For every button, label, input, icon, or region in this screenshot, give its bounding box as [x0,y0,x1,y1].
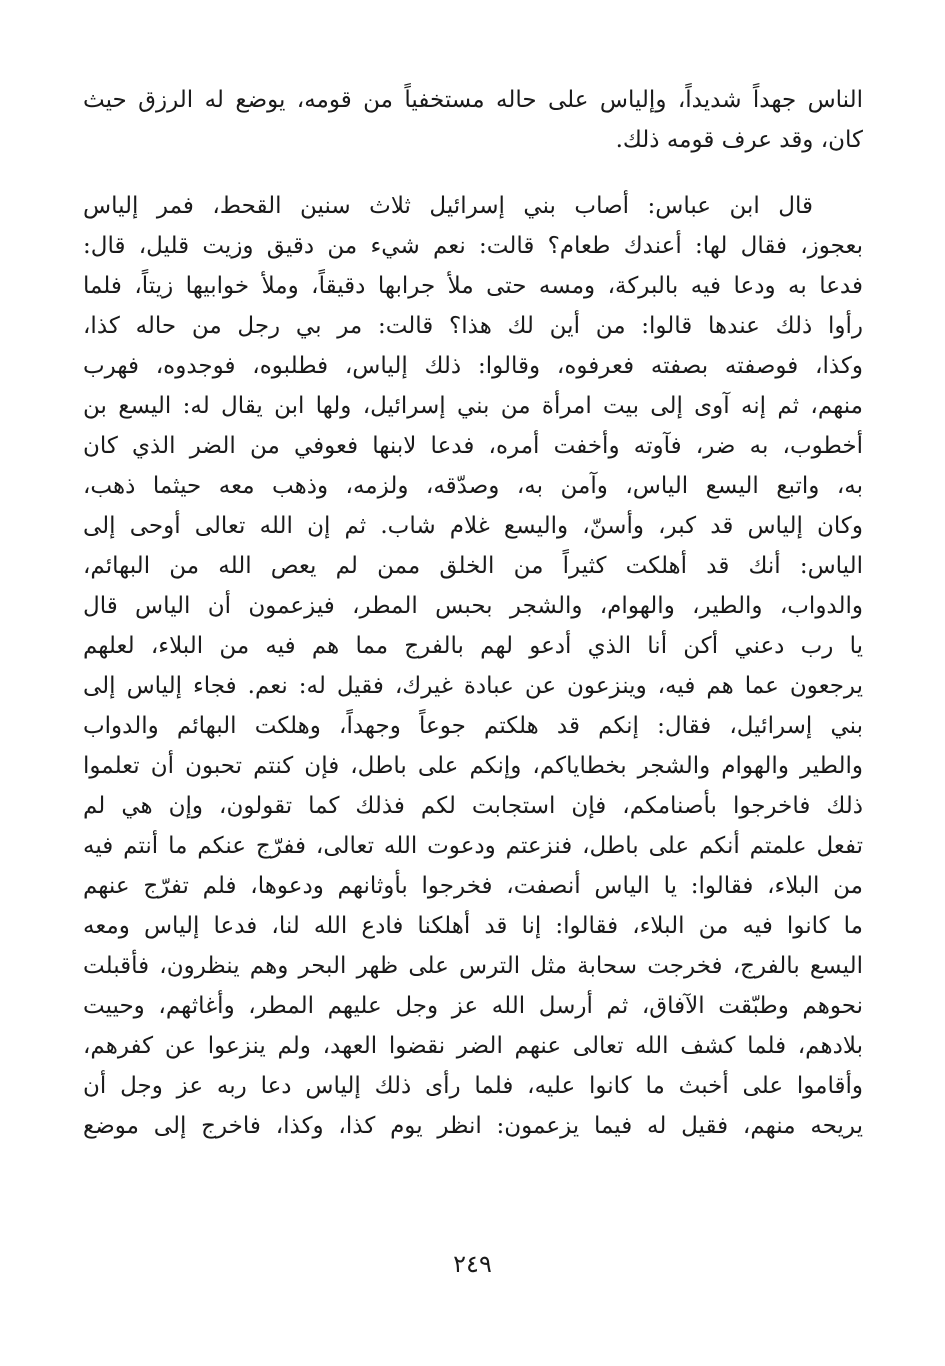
top-paragraph [83,80,863,160]
text-line: وكان إلياس قد كبر، وأسنّ، واليسع غلام شاب. ثم إن الله تعالى أوحى إلى [83,513,863,539]
text-line: الياس: أنك قد أهلكت كثيراً من الخلق ممن لم يعص الله من البهائم، [83,553,863,579]
text-line: ذلك فاخرجوا بأصنامكم، فإن استجابت لكم فذلك كما تقولون، وإن هي لم [83,793,863,819]
text-line: بعجوز، فقال لها: أعندك طعام؟ قالت: نعم شيء من دقيق وزيت قليل، قال: [83,233,863,259]
text-line: كان، وقد عرف قومه ذلك. [615,127,863,153]
text-line: قال ابن عباس: أصاب بني إسرائيل ثلاث سنين القحط، فمر إلياس [83,193,813,219]
text-line: رأوا ذلك عندها قالوا: من أين لك هذا؟ قالت: مر بي رجل من حاله كذا، [83,313,863,339]
text-line: يريحه منهم، فقيل له فيما يزعمون: انظر يوم كذا، وكذا، فاخرج إلى موضع [83,1113,863,1139]
text-line: ما كانوا فيه من البلاء، فقالوا: إنا قد أهلكنا فادع الله لنا، فدعا إلياس ومعه [83,913,863,939]
text-line: وأقاموا على أخبث ما كانوا عليه، فلما رأى ذلك إلياس دعا ربه عز وجل أن [83,1073,863,1099]
text-line: منهم، ثم إنه آوى إلى بيت امرأة من بني إسرائيل، ولها ابن يقال له: اليسع بن [83,393,863,419]
text-line: نحوهم وطبّقت الآفاق، ثم أرسل الله عز وجل عليهم المطر، وأغاثهم، وحييت [83,993,863,1019]
text-line: فدعا به ودعا فيه بالبركة، ومسه حتى ملأ جرابها دقيقاً، وملأ خوابيها زيتاً، فلما [83,273,863,299]
text-line: بلادهم، فلما كشف الله تعالى عنهم الضر نقضوا العهد، ولم ينزعوا عن كفرهم، [83,1033,863,1059]
text-line: به، واتبع اليسع الياس، وآمن به، وصدّقه، ولزمه، وذهب معه حيثما ذهب، [83,473,863,499]
text-line: يا رب دعني أكن أنا الذي أدعو لهم بالفرج مما هم فيه من البلاء، لعلهم [83,633,863,659]
text-line: أخطوب، به ضر، فآوته وأخفت أمره، فدعا لابنها فعوفي من الضر الذي كان [83,433,863,459]
text-line: بني إسرائيل، فقال: إنكم قد هلكتم جوعاً وجهداً، وهلكت البهائم والدواب [83,713,863,739]
main-paragraph [83,186,863,1146]
text-line: تفعل علمتم أنكم على باطل، فنزعتم ودعوت الله تعالى، ففرّج عنكم ما أنتم فيه [83,833,863,859]
text-line: يرجعون عما هم فيه، وينزعون عن عبادة غيرك، فقيل له: نعم. فجاء إلياس إلى [83,673,863,699]
text-line: الناس جهداً شديداً، وإلياس على حاله مستخفياً من قومه، يوضع له الرزق حيث [83,87,863,113]
page-number: ٢٤٩ [453,1250,492,1278]
text-line: من البلاء، فقالوا: يا الياس أنصفت، فخرجوا بأوثانهم ودعوها، فلم تفرّج عنهم [83,873,863,899]
text-line: والطير والهوام والشجر بخطاياكم، وإنكم على باطل، فإن كنتم تحبون أن تعلموا [83,753,863,779]
text-line: اليسع بالفرج، فخرجت سحابة مثل الترس على ظهر البحر وهم ينظرون، فأقبلت [83,953,863,979]
text-line: والدواب، والطير، والهوام، والشجر بحبس المطر، فيزعمون أن الياس قال [83,593,863,619]
text-line: وكذا، فوصفته بصفته فعرفوه، وقالوا: ذلك إلياس، فطلبوه، فوجدوه، فهرب [83,353,863,379]
